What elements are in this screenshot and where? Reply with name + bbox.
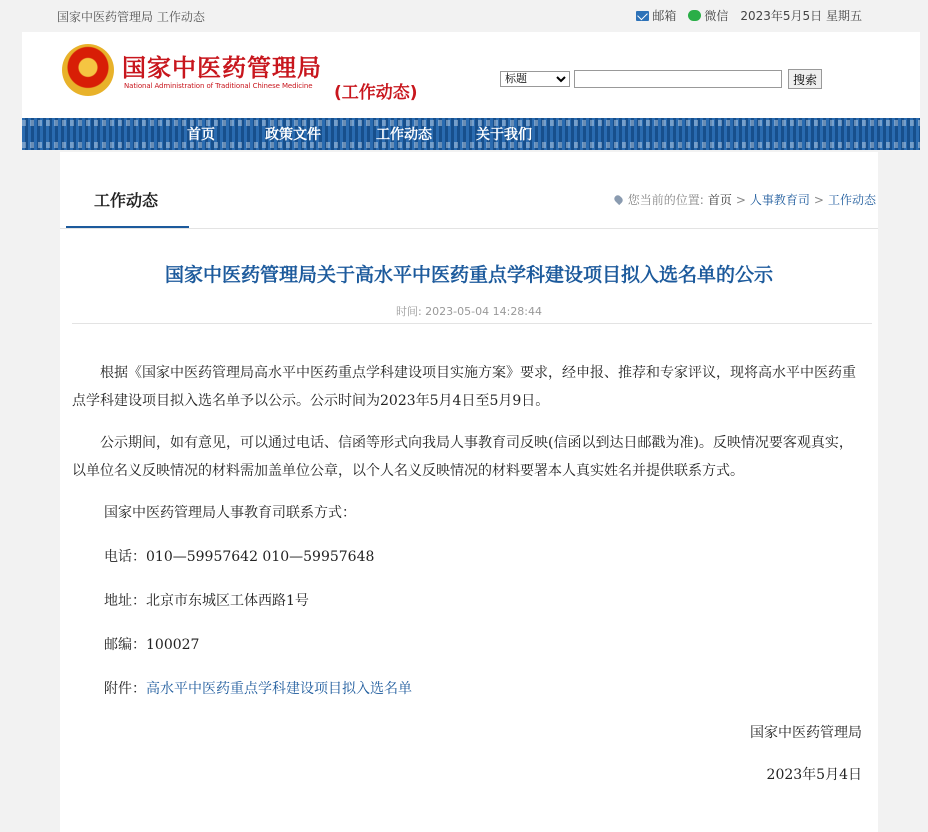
- divider: [72, 323, 872, 324]
- national-emblem-logo: [62, 44, 114, 96]
- article-body: [72, 359, 862, 789]
- nav-item-work-news[interactable]: 工作动态: [376, 127, 432, 143]
- site-header: [22, 32, 920, 118]
- breadcrumb-personnel-dept[interactable]: 人事教育司: [749, 193, 810, 207]
- search-input[interactable]: [574, 70, 782, 88]
- nav-item-about[interactable]: 关于我们: [476, 127, 532, 143]
- divider: [60, 228, 878, 229]
- article-time: 时间: 2023-05-04 14:28:44: [395, 305, 543, 318]
- breadcrumb-separator: >: [813, 192, 824, 207]
- main-content: [60, 152, 878, 832]
- brand-name: 国家中医药管理局: [122, 53, 322, 82]
- wechat-icon: [688, 10, 701, 21]
- signature: 国家中医药管理局: [750, 725, 862, 741]
- location-breadcrumb: [615, 191, 876, 208]
- brand-english-name: National Administration of Traditional Chinese Medicine: [124, 82, 313, 90]
- location-pin-icon: [613, 194, 624, 205]
- contact-heading: 国家中医药管理局人事教育司联系方式：: [104, 505, 356, 521]
- breadcrumb-home[interactable]: 首页: [707, 193, 732, 207]
- article-title: 国家中医药管理局关于高水平中医药重点学科建设项目拟入选名单的公示: [164, 264, 773, 286]
- attachment-line: [72, 675, 862, 703]
- paragraph: 根据《国家中医药管理局高水平中医药重点学科建设项目实施方案》要求，经申报、推荐和专家评议，现将高水平中医药重点学科建设项目拟入选名单予以公示。公示时间为2023年5月4日至5月9日。: [72, 365, 856, 409]
- nav-item-home[interactable]: 首页: [187, 127, 215, 143]
- breadcrumb-work-news[interactable]: 工作动态: [827, 193, 876, 207]
- search-button[interactable]: 搜索: [788, 69, 822, 89]
- top-bar: [0, 0, 928, 32]
- mail-link[interactable]: [636, 7, 676, 24]
- breadcrumb-separator: >: [735, 192, 746, 207]
- paragraph: 公示期间，如有意见，可以通过电话、信函等形式向我局人事教育司反映(信函以到达日邮戳为准)。反映情况要客观真实，以单位名义反映情况的材料需加盖单位公章，以个人名义反映情况的材料要署本人真实姓名并提供联系方式。: [72, 435, 853, 479]
- mail-icon: [636, 11, 649, 21]
- attachment-label: 附件：: [104, 681, 146, 697]
- location-label: 您当前的位置:: [627, 193, 704, 207]
- mail-label: 邮箱: [652, 9, 677, 23]
- nav-item-policy[interactable]: 政策文件: [265, 127, 321, 143]
- wechat-label: 微信: [704, 9, 729, 23]
- signature-date: 2023年5月4日: [766, 767, 862, 783]
- section-tab-label: 工作动态: [94, 191, 159, 210]
- attachment-link[interactable]: 高水平中医药重点学科建设项目拟入选名单: [146, 681, 412, 697]
- contact-phone: 电话：010—59957642 010—59957648: [104, 549, 375, 565]
- section-tab[interactable]: [66, 152, 189, 229]
- brand-subtitle: (工作动态): [334, 83, 418, 103]
- top-bar-links: [636, 7, 862, 24]
- contact-postcode: 邮编：100027: [104, 637, 200, 653]
- search-scope-select[interactable]: [500, 71, 570, 87]
- site-breadcrumb: 国家中医药管理局 工作动态: [57, 10, 205, 24]
- contact-address: 地址：北京市东城区工体西路1号: [104, 593, 309, 609]
- wechat-link[interactable]: [688, 7, 728, 24]
- search-bar: [500, 69, 822, 89]
- main-nav: [22, 118, 920, 150]
- current-date: 2023年5月5日 星期五: [740, 9, 862, 23]
